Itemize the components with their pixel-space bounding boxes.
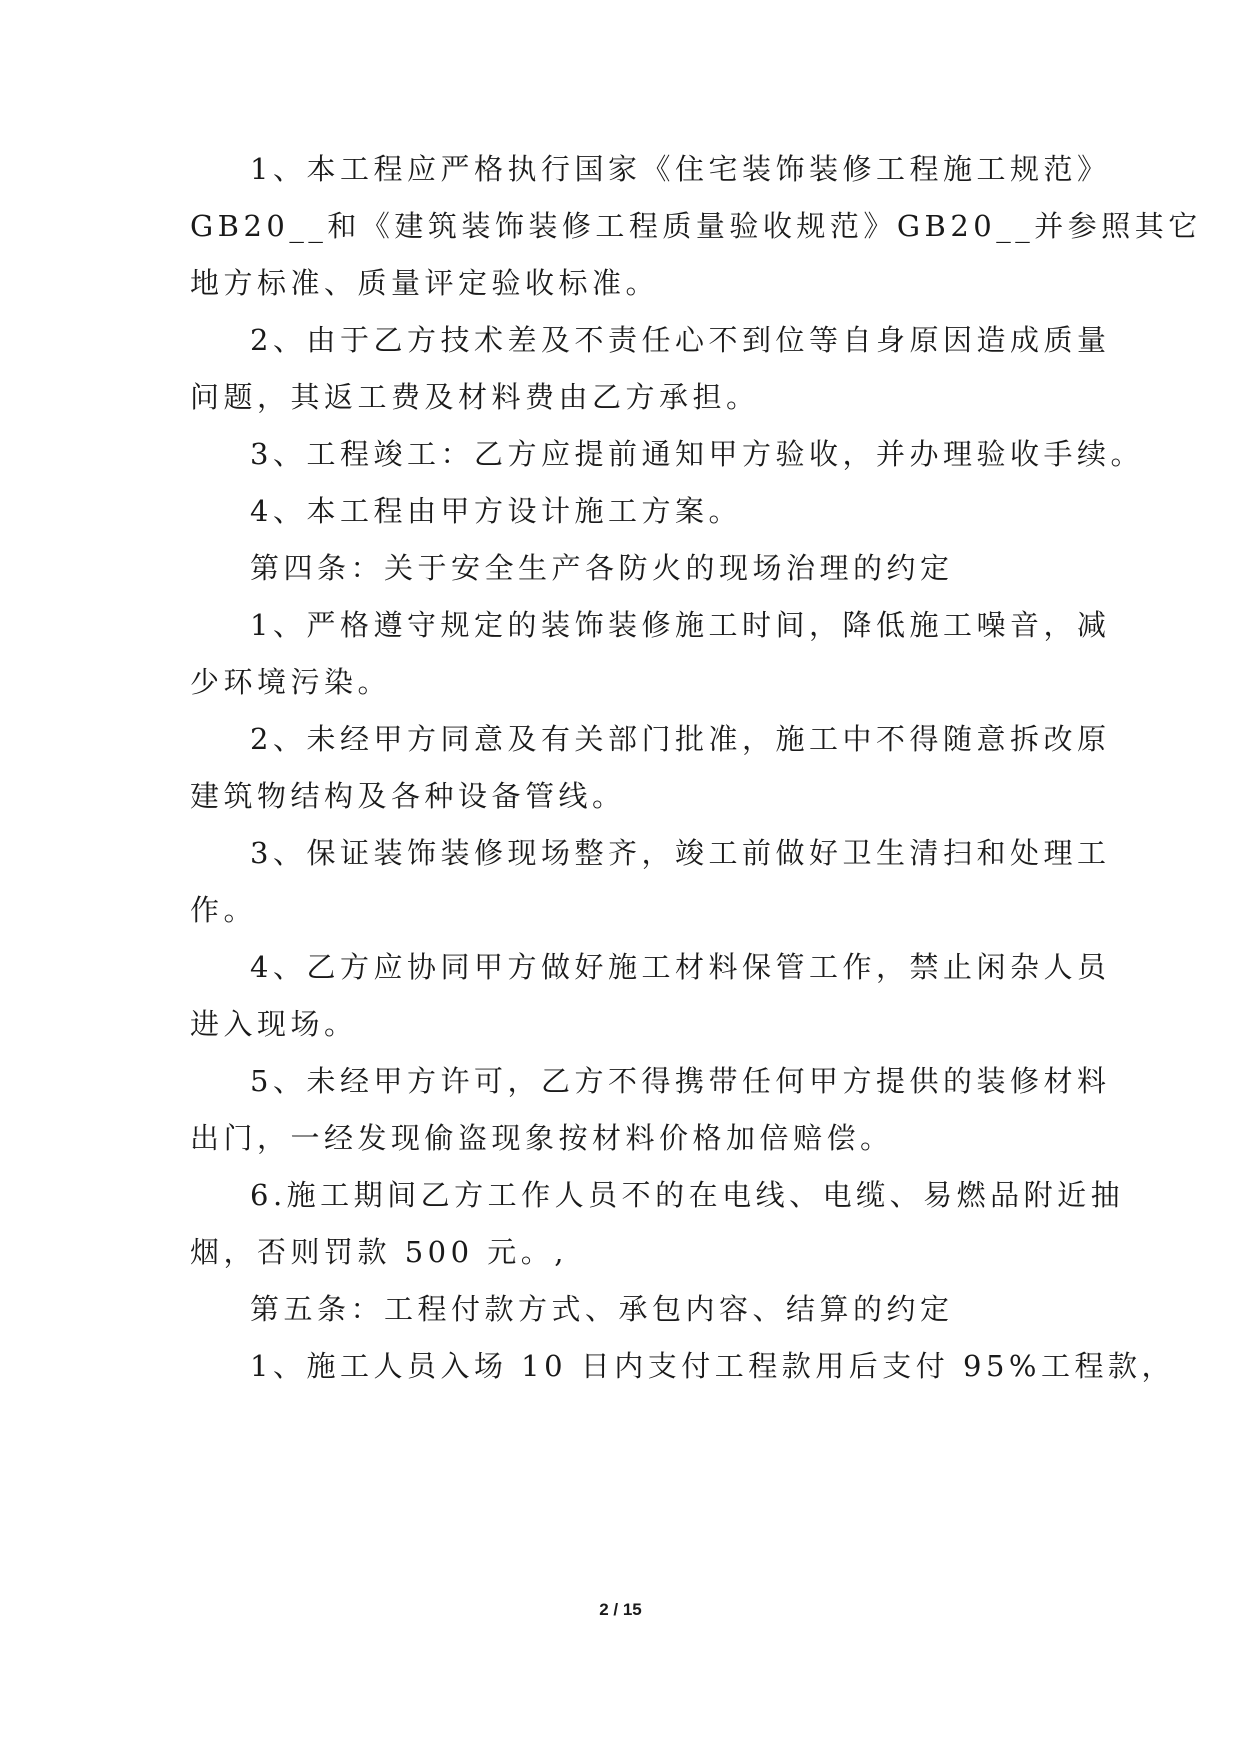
paragraph-line: 2、由于乙方技术差及不责任心不到位等自身原因造成质量	[250, 323, 1111, 357]
page-number: 2 / 15	[599, 1600, 642, 1619]
paragraph-line: 4、乙方应协同甲方做好施工材料保管工作，禁止闲杂人员	[250, 950, 1111, 984]
paragraph-line: 3、工程竣工：乙方应提前通知甲方验收，并办理验收手续。	[250, 437, 1144, 471]
section-heading: 第五条：工程付款方式、承包内容、结算的约定	[250, 1292, 954, 1326]
section-heading: 第四条：关于安全生产各防火的现场治理的约定	[250, 551, 954, 585]
paragraph-line: 2、未经甲方同意及有关部门批准，施工中不得随意拆改原	[250, 722, 1111, 756]
paragraph-line: 地方标准、质量评定验收标准。	[190, 266, 660, 300]
paragraph-line: 建筑物结构及各种设备管线。	[190, 779, 626, 813]
paragraph-line: GB20__和《建筑装饰装修工程质量验收规范》GB20__并参照其它	[190, 209, 1202, 243]
paragraph-line: 1、本工程应严格执行国家《住宅装饰装修工程施工规范》	[250, 152, 1111, 186]
paragraph-line: 3、保证装饰装修现场整齐，竣工前做好卫生清扫和处理工	[250, 836, 1111, 870]
paragraph-line: 出门，一经发现偷盗现象按材料价格加倍赔偿。	[190, 1121, 894, 1155]
paragraph-line: 1、严格遵守规定的装饰装修施工时间，降低施工噪音，减	[250, 608, 1111, 642]
paragraph-line: 问题，其返工费及材料费由乙方承担。	[190, 380, 760, 414]
paragraph-line: 少环境污染。	[190, 665, 392, 699]
paragraph-line: 4、本工程由甲方设计施工方案。	[250, 494, 742, 528]
paragraph-line: 作。	[190, 893, 258, 927]
paragraph-line: 烟，否则罚款 500 元。,	[190, 1235, 569, 1269]
paragraph-line: 6.施工期间乙方工作人员不的在电线、电缆、易燃品附近抽	[250, 1178, 1125, 1212]
paragraph-line: 1、施工人员入场 10 日内支付工程款用后支付 95%工程款，	[250, 1349, 1175, 1383]
paragraph-line: 5、未经甲方许可，乙方不得携带任何甲方提供的装修材料	[250, 1064, 1111, 1098]
paragraph-line: 进入现场。	[190, 1007, 358, 1041]
